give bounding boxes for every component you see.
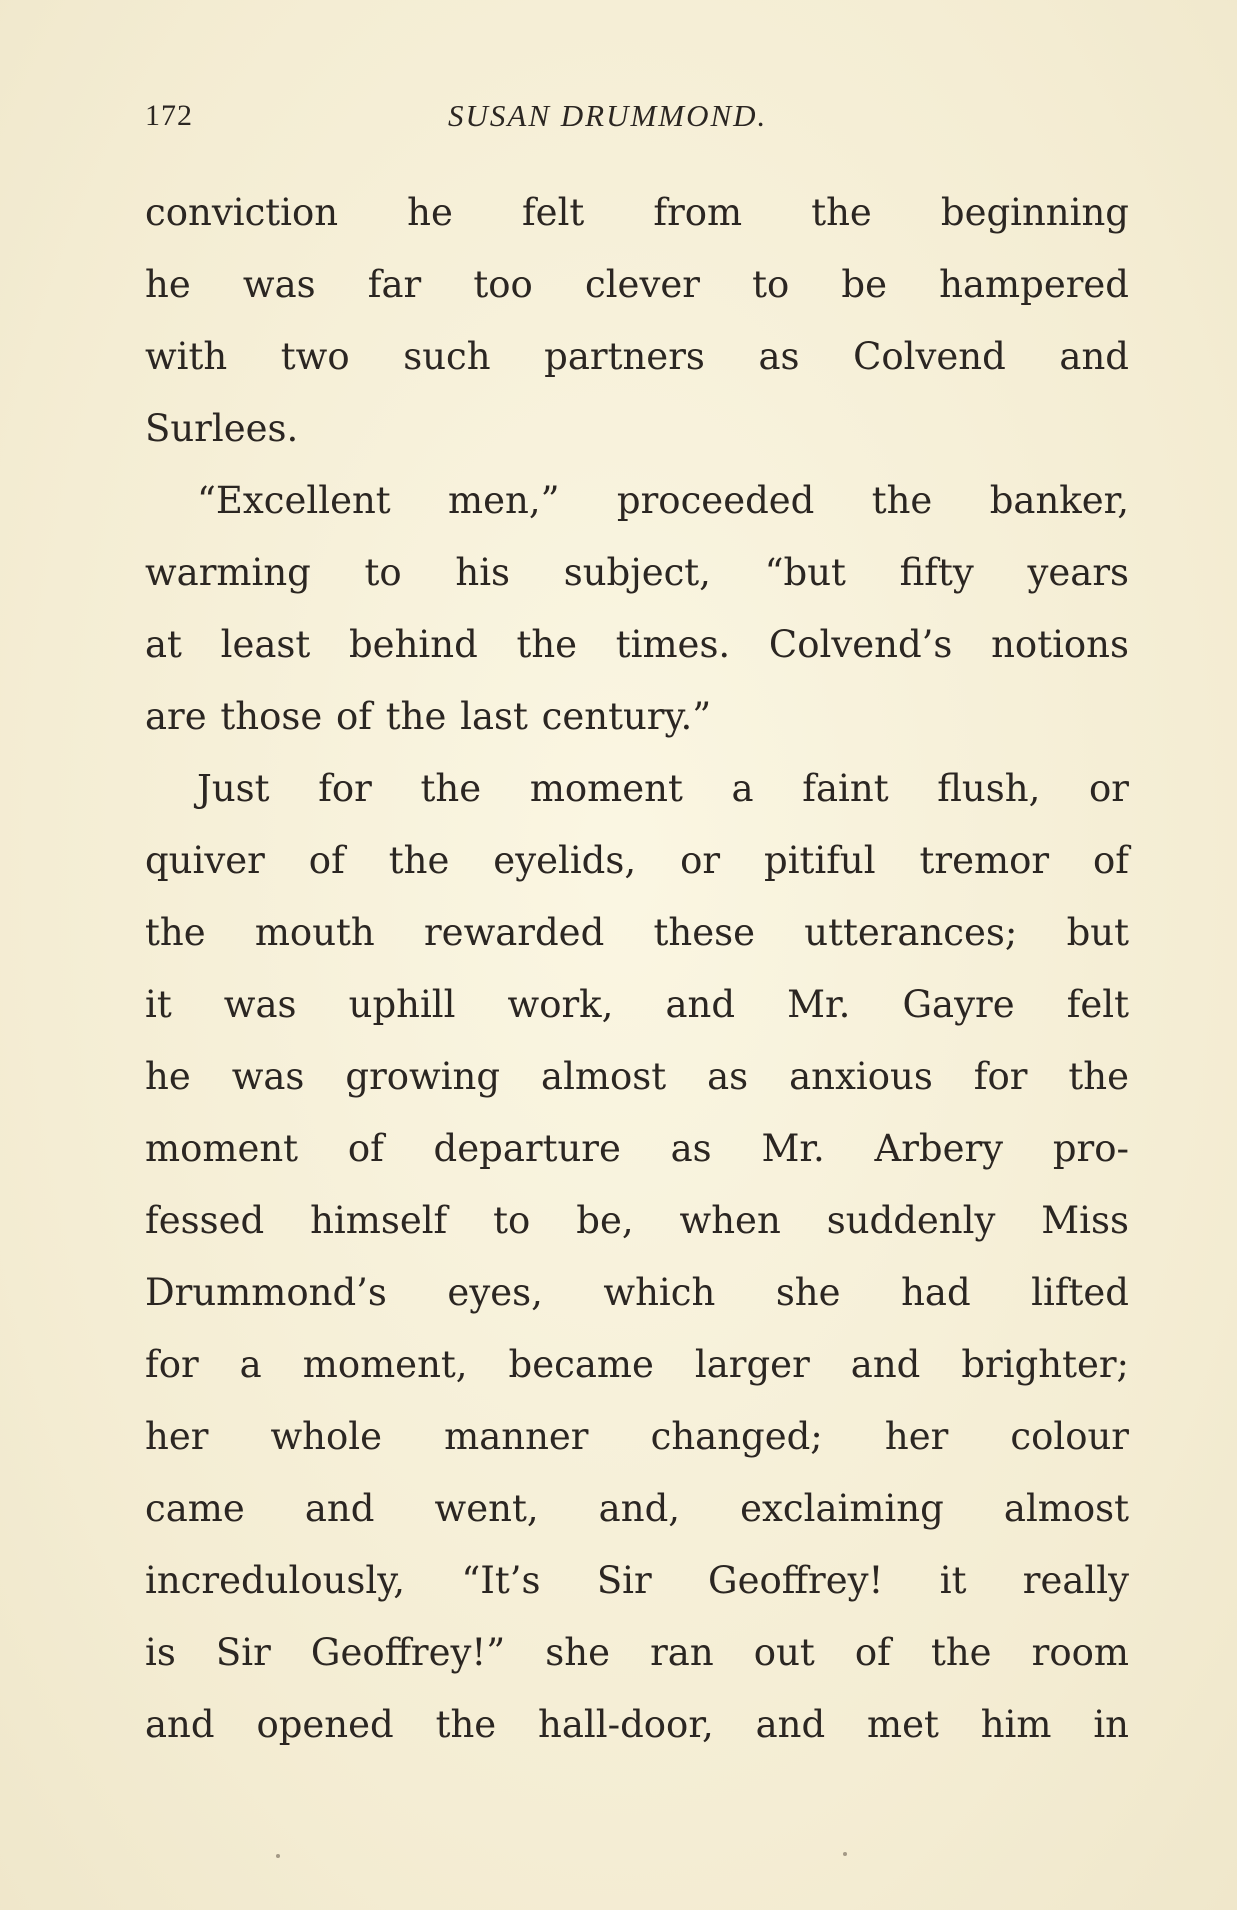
text-line: is Sir Geoffrey!” she ran out of the room <box>145 1631 1129 1674</box>
paper-speck <box>843 1852 847 1856</box>
paper-specks <box>0 1850 1237 1870</box>
text-line: incredulously, “It’s Sir Geoffrey! it really <box>145 1559 1129 1602</box>
text-line: Just for the moment a faint flush, or <box>197 767 1129 810</box>
paper-speck <box>276 1854 280 1858</box>
text-line: came and went, and, exclaiming almost <box>145 1487 1129 1530</box>
text-line: Drummond’s eyes, which she had lifted <box>145 1271 1129 1314</box>
text-line: he was far too clever to be hampered <box>145 263 1129 306</box>
text-line: he was growing almost as anxious for the <box>145 1055 1129 1098</box>
text-line: her whole manner changed; her colour <box>145 1415 1129 1458</box>
text-line: it was uphill work, and Mr. Gayre felt <box>145 983 1129 1026</box>
text-line: with two such partners as Colvend and <box>145 335 1129 378</box>
text-line: the mouth rewarded these utterances; but <box>145 911 1129 954</box>
body-text <box>145 177 1129 1761</box>
text-line: Surlees. <box>145 407 299 450</box>
text-line: for a moment, became larger and brighter; <box>145 1343 1129 1386</box>
text-line: and opened the hall-door, and met him in <box>145 1703 1129 1746</box>
text-line: conviction he felt from the beginning <box>145 191 1129 234</box>
text-line: at least behind the times. Colvend’s notions <box>145 623 1129 666</box>
page-header <box>145 96 1135 136</box>
text-line: moment of departure as Mr. Arbery pro- <box>145 1127 1129 1170</box>
text-line: are those of the last century.” <box>145 695 712 738</box>
text-line: warming to his subject, “but fifty years <box>145 551 1129 594</box>
text-line: quiver of the eyelids, or pitiful tremor of <box>145 839 1129 882</box>
page-number: 172 <box>145 99 193 132</box>
text-line: “Excellent men,” proceeded the banker, <box>197 479 1129 522</box>
text-line: fessed himself to be, when suddenly Miss <box>145 1199 1129 1242</box>
running-title: SUSAN DRUMMOND. <box>448 98 768 133</box>
